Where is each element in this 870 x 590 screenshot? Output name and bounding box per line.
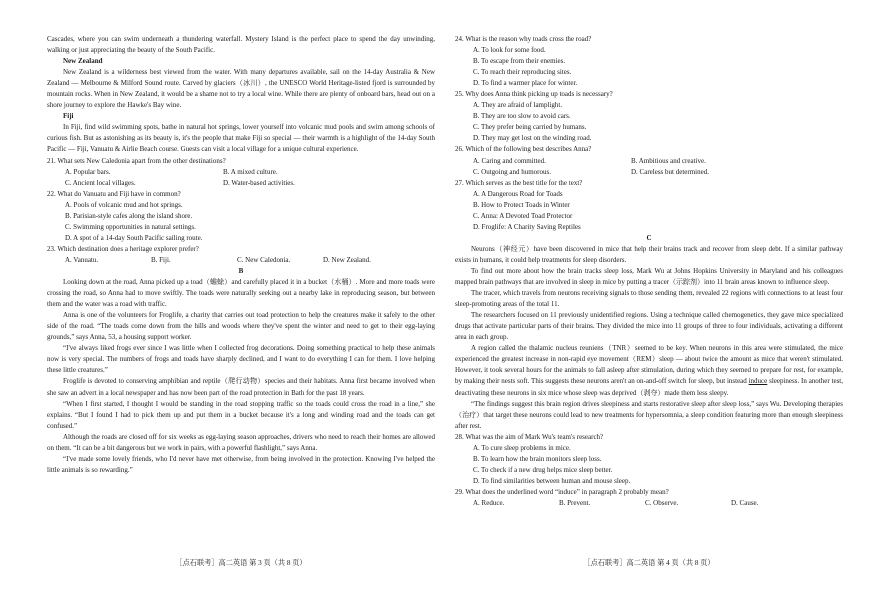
q29-option-d: D. Cause. (731, 498, 759, 507)
section-b-heading: B (238, 266, 244, 275)
q26-option-d: D. Careless but determined. (631, 167, 709, 176)
q29-option-a: A. Reduce. (473, 498, 505, 507)
passage-b-paragraph-7: “I've made some lovely friends, who I'd never have met otherwise, from being involved in the protection. Knowing I've helped the little animals is so rewarding.” (47, 454, 435, 474)
right-column (455, 34, 843, 509)
q26-option-b: B. Ambitious and creative. (631, 156, 706, 165)
q27-option-c: C. Anna: A Devoted Toad Protector (473, 211, 573, 220)
passage-b-paragraph-4: Froglife is devoted to conserving amphibian and reptile（爬行动物）species and their habitats. Anna first became involved when she saw an advert in a local newspaper and has now been part of the road protection in Bath for the past 18 years. (47, 377, 435, 397)
paragraph-5-text-before: A region called the thalamic nucleus reuniens（TNR）seemed to be key. When neurons in this area were stimulated, the mice experienced the greatest increase in non-rapid eye movement（REM）sleep — about twice the amount as mice that weren't stimulated. However, it took several hours for the animals to fall asleep after stimulation, during which they seemed to prepare for rest, for example, by making their nests soft. This suggests these neurons aren't an on-and-off switch for sleep, but instead (455, 344, 843, 386)
passage-c-paragraph-4: The researchers focused on 11 previously unidentified regions. Using a technique called chemogenetics, they gave mice specialized drugs that activate particular parts of their brains. They divided the mice into 11 groups of three to four individuals, activating a different area in each group. (455, 311, 843, 342)
q22-option-b: B. Parisian-style cafes along the island shore. (65, 211, 193, 220)
passage-c-paragraph-1: Neurons（神经元）have been discovered in mice that help their brains track and recover from sleep debt. If a similar pathway exists in humans, it could help treatments for sleep disorders. (455, 244, 843, 264)
q24-option-a: A. To look for some food. (473, 46, 546, 55)
question-25: 25. Why does Anna think picking up toads is necessary? (455, 90, 613, 99)
q24-option-b: B. To escape from their enemies. (473, 57, 566, 66)
section-c-heading: C (646, 233, 652, 242)
q28-option-d: D. To find similarities between human and mouse sleep. (473, 476, 631, 485)
q24-option-d: D. To find a warmer place for winter. (473, 79, 578, 88)
q29-option-c: C. Observe. (645, 498, 679, 507)
page-footer-left: ［点石联考］高二英语 第 3 页（共 8 页） (175, 559, 307, 567)
q23-options-row (47, 255, 435, 266)
question-22: 22. What do Vanuatu and Fiji have in common? (47, 189, 181, 198)
fiji-heading: Fiji (63, 112, 74, 121)
page-footer-right: ［点石联考］高二英语 第 4 页（共 8 页） (583, 559, 715, 567)
q26-options-row (455, 156, 843, 167)
question-24: 24. What is the reason why toads cross the road? (455, 35, 592, 43)
new-zealand-paragraph: New Zealand is a wilderness best viewed from the water. With many departures available, sail on the 14-day Australia & New Zealand — Melbourne & Milford Sound route. Carved by glaciers（冰川）, the UNESCO World Heritage-listed fjord is surrounded by mountain rocks. When in New Zealand, it would be a shame not to try a local wine. While there are plenty of onboard bars, head out on a shore journey to explore the Hawke's Bay wine. (47, 68, 435, 110)
q25-option-b: B. They are too slow to avoid cars. (473, 112, 571, 121)
q23-option-b: B. Fiji. (151, 255, 171, 264)
passage-a-intro: Cascades, where you can swim underneath a thundering waterfall. Mystery Island is the perfect place to spend the day unwinding, walking or just appreciating the beauty of the South Pacific. (47, 35, 435, 55)
q29-option-b: B. Prevent. (559, 498, 591, 507)
q27-option-a: A. A Dangerous Road for Toads (473, 189, 563, 198)
underlined-word-induce: induce (748, 377, 768, 386)
q26-options-row (455, 167, 843, 178)
q21-options-row (47, 178, 435, 189)
q23-option-a: A. Vanuatu. (65, 255, 99, 264)
q21-option-c: C. Ancient local villages. (65, 178, 136, 187)
fiji-paragraph: In Fiji, find wild swimming spots, bathe in natural hot springs, lower yourself into volcanic mud pools and swim among schools of curious fish. But as astonishing as its beauty is, it's the people that make Fiji so special — their warmth is a highlight of the 14-day South Pacific — Fiji, Vanuatu & Airlie Beach course. Guests can visit a local village for a unique cultural experience. (47, 123, 435, 154)
q21-option-d: D. Water-based activities. (223, 178, 295, 187)
passage-c-paragraph-5 (455, 343, 843, 398)
new-zealand-heading: New Zealand (63, 57, 103, 66)
left-column (47, 34, 435, 476)
question-21: 21. What sets New Caledonia apart from the other destinations? (47, 156, 226, 165)
q26-option-c: C. Outgoing and humorous. (473, 167, 551, 176)
q29-options-row (455, 498, 843, 509)
q27-option-d: D. Froglife: A Charity Saving Reptiles (473, 222, 581, 231)
q22-option-d: D. A spot of a 14-day South Pacific sailing route. (65, 233, 203, 242)
q25-option-d: D. They may get lost on the winding road. (473, 134, 592, 143)
question-29: 29. What does the underlined word “induce” in paragraph 2 probably mean? (455, 487, 669, 496)
q21-option-b: B. A mixed culture. (223, 167, 278, 176)
question-27: 27. Which serves as the best title for the text? (455, 178, 583, 187)
q24-option-c: C. To reach their reproducing sites. (473, 68, 572, 77)
q22-option-a: A. Pools of volcanic mud and hot springs. (65, 200, 183, 209)
q23-option-c: C. New Caledonia. (237, 255, 291, 264)
q21-option-a: A. Popular bars. (65, 167, 111, 176)
q22-option-c: C. Swimming opportunities in natural settings. (65, 222, 196, 231)
q28-option-c: C. To check if a new drug helps mice sleep better. (473, 465, 613, 474)
passage-c-paragraph-6: “The findings suggest this brain region drives sleepiness and starts restorative sleep after sleep loss,” says Wu. Developing therapies（治疗）that target these neurons could lead to new treatments for hypersomnia, a sleep condition featuring more than enough sleepiness after rest. (455, 399, 843, 430)
question-23: 23. Which destination does a heritage explorer prefer? (47, 244, 199, 253)
passage-b-paragraph-5: “When I first started, I thought I would be standing in the road stopping traffic so the toads could cross the road in a line,” she explains. “But I found I had to pick them up and put them in a bucket because it's a long and winding road and the toads can get confused.” (47, 399, 435, 430)
question-26: 26. Which of the following best describes Anna? (455, 145, 592, 154)
q25-option-c: C. They prefer being carried by humans. (473, 123, 587, 132)
passage-b-paragraph-6: Although the roads are closed off for six weeks as egg-laying season approaches, drivers who need to reach their homes are allowed on them. “It can be a bit dangerous but we work in pairs, with a powerful flashlight,” says Anna. (47, 432, 435, 452)
q26-option-a: A. Caring and committed. (473, 156, 546, 165)
question-28: 28. What was the aim of Mark Wu's team's research? (455, 432, 604, 441)
q28-option-b: B. To learn how the brain monitors sleep loss. (473, 454, 602, 463)
q28-option-a: A. To cure sleep problems in mice. (473, 443, 571, 452)
passage-b-paragraph-3: “I've always liked frogs ever since I was little when I collected frog decorations. Doing something practical to help these animals now is very special. The numbers of frogs and toads have sharply declined, and I want to do everything I can for them. I love helping these little creatures.” (47, 344, 435, 375)
passage-b-paragraph-1: Looking down at the road, Anna picked up a toad（蟾蜍）and carefully placed it in a bucket（水桶）. More and more toads were crossing the road, so Anna had to move swiftly. The toads were naturally seeking out a nearby lake in reproducing season, but between them and the water was a road with traffic. (47, 278, 435, 309)
passage-c-paragraph-2: To find out more about how the brain tracks sleep loss, Mark Wu at Johns Hopkins University in Maryland and his colleagues mapped brain pathways that are involved in sleep in mice by putting a tracer（示踪剂）into 11 brain areas known to influence sleep. (455, 266, 843, 287)
q27-option-b: B. How to Protect Toads in Winter (473, 200, 570, 209)
passage-c-paragraph-3: The tracer, which travels from neurons receiving signals to those sending them, revealed 22 regions with connections to at least four sleep-promoting areas of the total 11. (455, 289, 843, 309)
q21-options-row (47, 167, 435, 178)
q23-option-d: D. New Zealand. (323, 255, 371, 264)
q25-option-a: A. They are afraid of lamplight. (473, 101, 563, 110)
passage-b-paragraph-2: Anna is one of the volunteers for Froglife, a charity that carries out toad protection to help the creatures make it safely to the other side of the road. “The toads come down from the hills and woods where they've spent the winter and need to get to their egg-laying grounds,” says Anna, 53, a housing support worker. (47, 311, 435, 342)
paragraph-5-text-after: sleepiness. In another test, deactivating these neurons in six mice whose sleep was deprived（剥夺）made them less sleepy. (455, 377, 843, 397)
